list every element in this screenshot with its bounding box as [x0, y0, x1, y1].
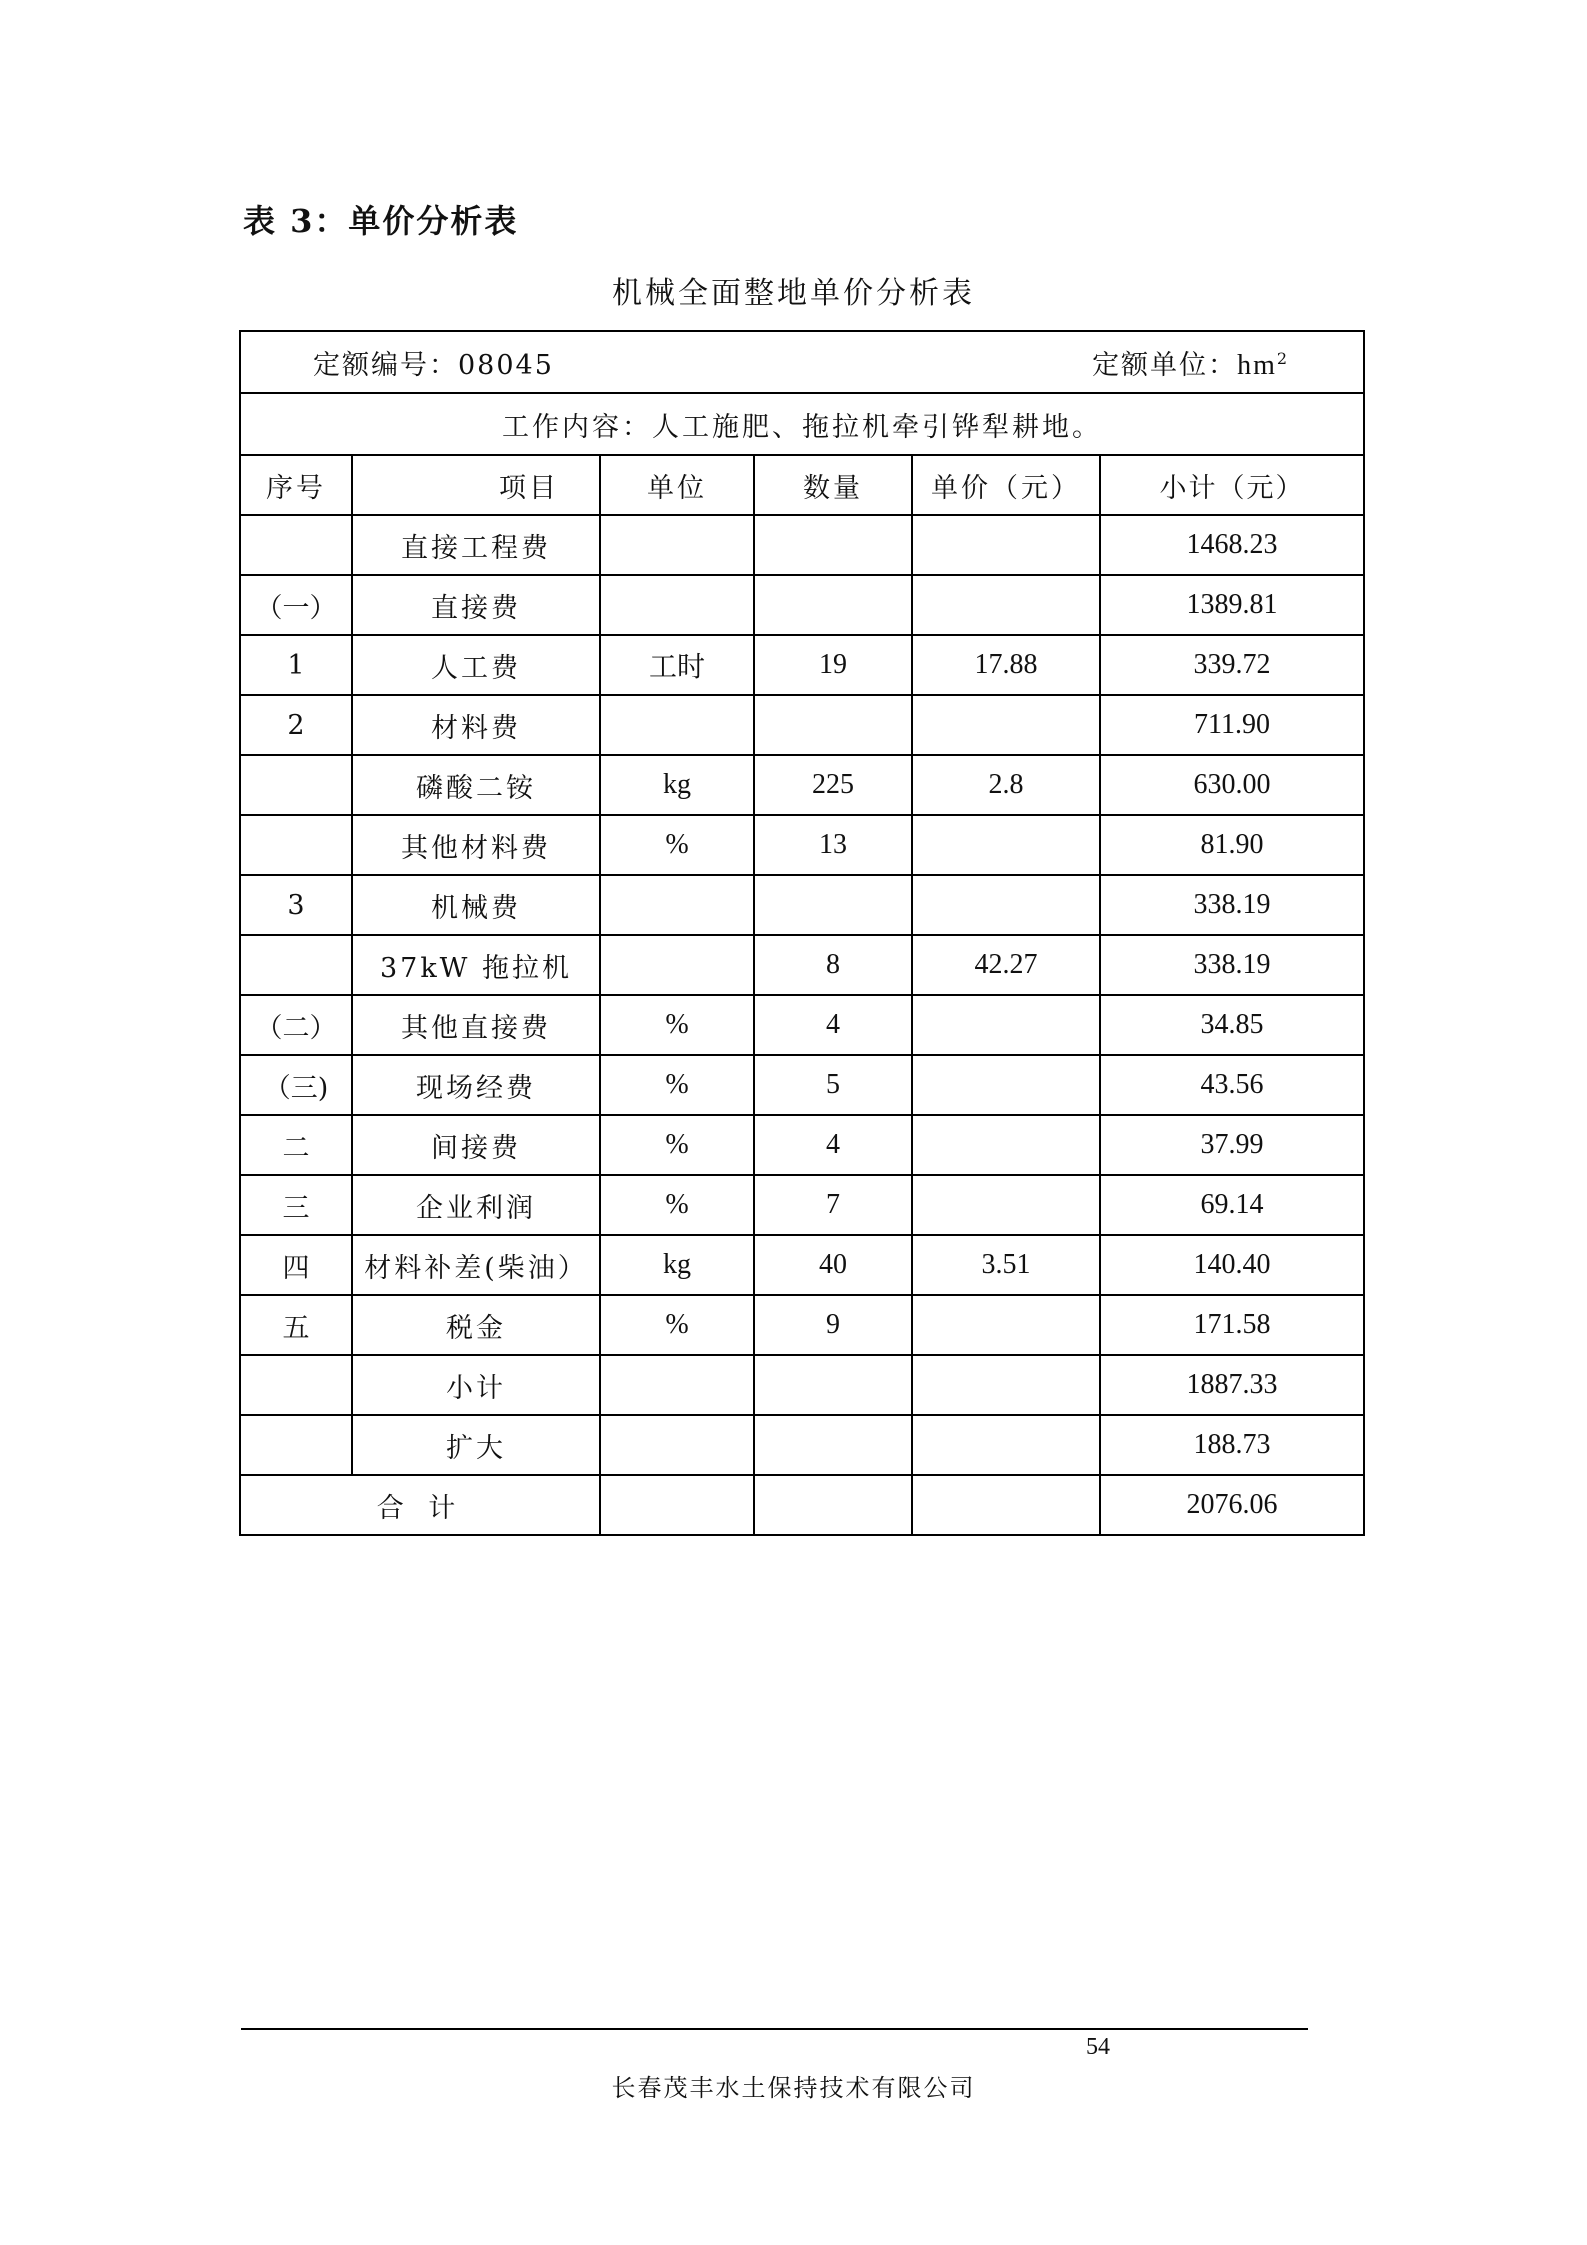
- cell-subtotal: 171.58: [1100, 1295, 1364, 1355]
- cell-unit-price: [912, 815, 1100, 875]
- quota-unit-value: hm: [1237, 349, 1277, 381]
- total-price: [912, 1475, 1100, 1535]
- cell-quantity: 7: [754, 1175, 912, 1235]
- cell-item: 间接费: [352, 1115, 600, 1175]
- cell-unit-price: [912, 1055, 1100, 1115]
- cell-seq: 二: [240, 1115, 352, 1175]
- unit-price-table: [239, 330, 1365, 1536]
- cell-subtotal: 37.99: [1100, 1115, 1364, 1175]
- cell-unit-price: [912, 1295, 1100, 1355]
- cell-item: 现场经费: [352, 1055, 600, 1115]
- cell-unit-price: [912, 875, 1100, 935]
- quota-number: 定额编号：08045: [313, 349, 554, 381]
- cell-unit-price: 2.8: [912, 755, 1100, 815]
- table-row: [240, 1115, 1364, 1175]
- total-quantity: [754, 1475, 912, 1535]
- cell-unit-price: [912, 1355, 1100, 1415]
- cell-quantity: 5: [754, 1055, 912, 1115]
- cell-quantity: 9: [754, 1295, 912, 1355]
- cell-unit: %: [600, 1115, 754, 1175]
- cell-unit: %: [600, 1175, 754, 1235]
- table-row: [240, 1175, 1364, 1235]
- header-row: [240, 455, 1364, 515]
- cell-seq: 3: [240, 875, 352, 935]
- cell-unit: [600, 875, 754, 935]
- cell-unit-price: [912, 1115, 1100, 1175]
- total-unit: [600, 1475, 754, 1535]
- cell-quantity: [754, 875, 912, 935]
- cell-subtotal: 140.40: [1100, 1235, 1364, 1295]
- cell-quantity: 4: [754, 1115, 912, 1175]
- cell-quantity: 19: [754, 635, 912, 695]
- cell-item: 扩大: [352, 1415, 600, 1475]
- cell-seq: （一）: [240, 575, 352, 635]
- cell-unit: [600, 575, 754, 635]
- header-seq: 序号: [240, 455, 352, 515]
- cell-unit: %: [600, 995, 754, 1055]
- quota-info-cell: [240, 331, 1364, 393]
- table-row: [240, 755, 1364, 815]
- quota-info-row: [240, 331, 1364, 393]
- cell-subtotal: 69.14: [1100, 1175, 1364, 1235]
- cell-unit: %: [600, 815, 754, 875]
- cell-unit: kg: [600, 1235, 754, 1295]
- header-unit-price: 单价（元）: [912, 455, 1100, 515]
- cell-item: 直接工程费: [352, 515, 600, 575]
- cell-item: 其他直接费: [352, 995, 600, 1055]
- footer-divider: [241, 2028, 1308, 2030]
- table-row: [240, 695, 1364, 755]
- cell-quantity: [754, 575, 912, 635]
- cell-item: 37kW 拖拉机: [352, 935, 600, 995]
- header-subtotal: 小计（元）: [1100, 455, 1364, 515]
- work-content-row: [240, 393, 1364, 455]
- cell-quantity: 8: [754, 935, 912, 995]
- table-row: [240, 575, 1364, 635]
- cell-subtotal: 1887.33: [1100, 1355, 1364, 1415]
- cell-item: 其他材料费: [352, 815, 600, 875]
- cell-seq: 1: [240, 635, 352, 695]
- table-row: [240, 515, 1364, 575]
- table-row: [240, 875, 1364, 935]
- cell-unit-price: [912, 1415, 1100, 1475]
- table-title: 机械全面整地单价分析表: [612, 276, 975, 311]
- cell-subtotal: 1468.23: [1100, 515, 1364, 575]
- cell-subtotal: 43.56: [1100, 1055, 1364, 1115]
- table-row: [240, 815, 1364, 875]
- cell-seq: [240, 1415, 352, 1475]
- table-body: [240, 331, 1364, 1535]
- cell-seq: [240, 755, 352, 815]
- cell-unit: [600, 1415, 754, 1475]
- cell-quantity: [754, 1415, 912, 1475]
- cell-seq: （二）: [240, 995, 352, 1055]
- cell-quantity: 4: [754, 995, 912, 1055]
- cell-item: 材料费: [352, 695, 600, 755]
- cell-unit: kg: [600, 755, 754, 815]
- cell-subtotal: 188.73: [1100, 1415, 1364, 1475]
- cell-seq: [240, 815, 352, 875]
- cell-subtotal: 1389.81: [1100, 575, 1364, 635]
- quota-unit-superscript: 2: [1276, 348, 1290, 368]
- cell-seq: 三: [240, 1175, 352, 1235]
- table-row: [240, 1295, 1364, 1355]
- cell-item: 企业利润: [352, 1175, 600, 1235]
- table-row: [240, 995, 1364, 1055]
- cell-seq: [240, 1355, 352, 1415]
- cell-item: 直接费: [352, 575, 600, 635]
- cell-unit: [600, 1355, 754, 1415]
- cell-subtotal: 630.00: [1100, 755, 1364, 815]
- cell-unit-price: 42.27: [912, 935, 1100, 995]
- cell-unit: [600, 935, 754, 995]
- cell-seq: 2: [240, 695, 352, 755]
- cell-unit-price: [912, 575, 1100, 635]
- cell-subtotal: 339.72: [1100, 635, 1364, 695]
- cell-unit-price: 17.88: [912, 635, 1100, 695]
- cell-item: 机械费: [352, 875, 600, 935]
- header-item: 项目: [352, 455, 600, 515]
- cell-item: 小计: [352, 1355, 600, 1415]
- cell-unit: %: [600, 1055, 754, 1115]
- total-row: [240, 1475, 1364, 1535]
- cell-unit-price: [912, 1175, 1100, 1235]
- cell-subtotal: 338.19: [1100, 875, 1364, 935]
- section-heading: 表 3：单价分析表: [243, 202, 519, 240]
- cell-seq: 五: [240, 1295, 352, 1355]
- work-content: 工作内容：人工施肥、拖拉机牵引铧犁耕地。: [240, 393, 1364, 455]
- table-row: [240, 1235, 1364, 1295]
- company-name: 长春茂丰水土保持技术有限公司: [611, 2074, 976, 2102]
- cell-quantity: [754, 1355, 912, 1415]
- cell-quantity: 13: [754, 815, 912, 875]
- quota-unit: [1092, 343, 1357, 382]
- cell-item: 材料补差(柴油）: [352, 1235, 600, 1295]
- header-unit: 单位: [600, 455, 754, 515]
- cell-seq: （三): [240, 1055, 352, 1115]
- cell-seq: [240, 935, 352, 995]
- cell-unit-price: 3.51: [912, 1235, 1100, 1295]
- cell-subtotal: 81.90: [1100, 815, 1364, 875]
- cell-subtotal: 338.19: [1100, 935, 1364, 995]
- cell-quantity: 225: [754, 755, 912, 815]
- table-row: [240, 635, 1364, 695]
- cell-unit: [600, 695, 754, 755]
- cell-seq: 四: [240, 1235, 352, 1295]
- total-label: 合 计: [240, 1475, 600, 1535]
- cell-unit: %: [600, 1295, 754, 1355]
- table-row: [240, 1055, 1364, 1115]
- cell-quantity: [754, 515, 912, 575]
- cell-unit: [600, 515, 754, 575]
- cell-subtotal: 711.90: [1100, 695, 1364, 755]
- cell-item: 税金: [352, 1295, 600, 1355]
- page-number: 54: [1086, 2034, 1110, 2060]
- total-subtotal: 2076.06: [1100, 1475, 1364, 1535]
- cell-quantity: [754, 695, 912, 755]
- cell-unit-price: [912, 515, 1100, 575]
- cell-unit-price: [912, 695, 1100, 755]
- header-quantity: 数量: [754, 455, 912, 515]
- cell-quantity: 40: [754, 1235, 912, 1295]
- cell-item: 人工费: [352, 635, 600, 695]
- cell-seq: [240, 515, 352, 575]
- cell-unit: 工时: [600, 635, 754, 695]
- cell-subtotal: 34.85: [1100, 995, 1364, 1055]
- cell-unit-price: [912, 995, 1100, 1055]
- quota-unit-label: 定额单位：: [1092, 349, 1238, 381]
- cell-item: 磷酸二铵: [352, 755, 600, 815]
- table-row: [240, 935, 1364, 995]
- table-row: [240, 1355, 1364, 1415]
- table-row: [240, 1415, 1364, 1475]
